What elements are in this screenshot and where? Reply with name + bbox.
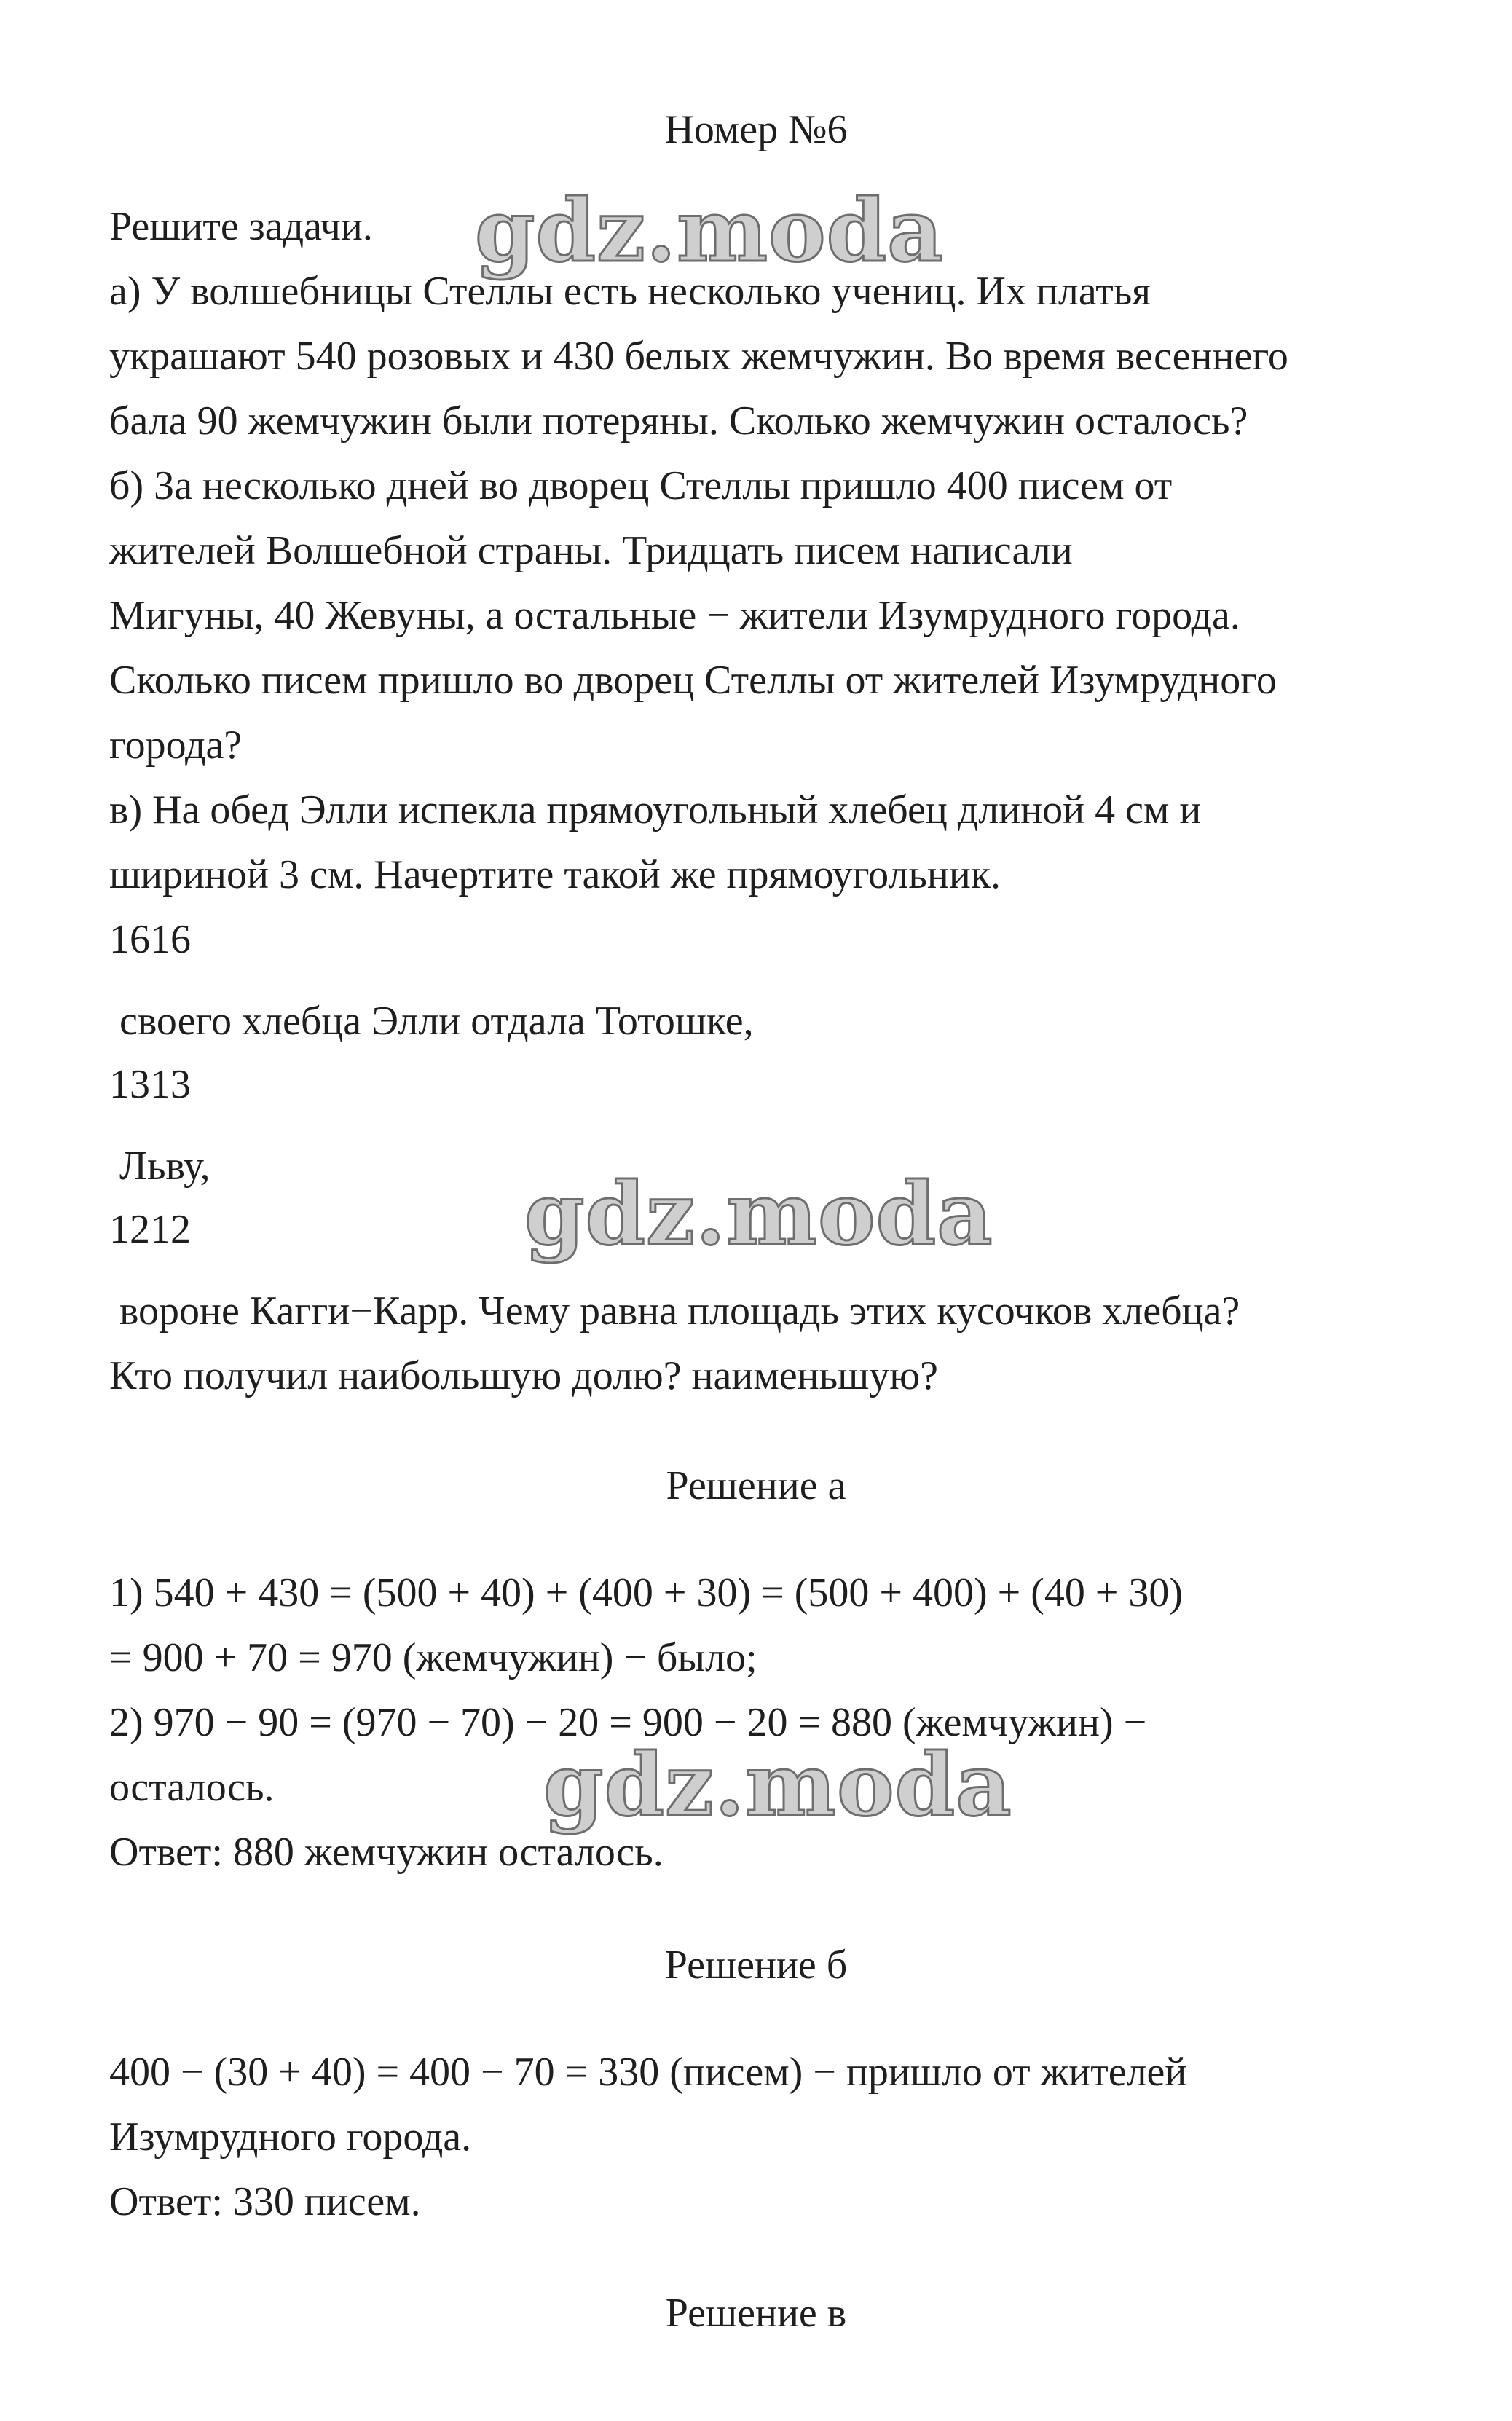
fraction-number: 1616 [109, 917, 191, 962]
page-title: Номер №6 [664, 107, 848, 152]
task-line: в) На обед Элли испекла прямоугольный хлебец длиной 4 см и [109, 787, 1202, 832]
solution-line: 400 − (30 + 40) = 400 − 70 = 330 (писем) − пришло от жителей [109, 2050, 1187, 2095]
fraction-number: 1313 [109, 1062, 191, 1107]
task-line: Мигуны, 40 Жевуны, а остальные − жители Изумрудного города. [109, 593, 1240, 638]
watermark-logo: gdz.moda [475, 180, 944, 281]
solution-a-heading: Решение а [666, 1463, 846, 1508]
solution-b-heading: Решение б [664, 1942, 848, 1988]
task-line: украшают 540 розовых и 430 белых жемчужин. Во время весеннего [109, 334, 1288, 379]
task-line: а) У волшебницы Стеллы есть несколько учениц. Их платья [109, 269, 1151, 314]
solution-line: осталось. [109, 1765, 275, 1810]
task-line: бала 90 жемчужин были потеряны. Сколько жемчужин осталось? [109, 398, 1248, 444]
answer-line: Ответ: 880 жемчужин осталось. [109, 1830, 664, 1875]
watermark-logo: gdz.moda [524, 1163, 993, 1264]
solution-line: Изумрудного города. [109, 2114, 472, 2160]
task-line: Льву, [119, 1143, 210, 1189]
task-intro: Решите задачи. [109, 204, 373, 249]
solution-line: = 900 + 70 = 970 (жемчужин) − было; [109, 1635, 757, 1680]
task-line: своего хлебца Элли отдала Тотошке, [119, 999, 754, 1044]
task-line: Сколько писем пришло во дворец Стеллы от жителей Изумрудного [109, 658, 1277, 703]
task-line: Кто получил наибольшую долю? наименьшую? [109, 1353, 938, 1398]
solution-v-heading: Решение в [665, 2291, 847, 2336]
solution-line: 2) 970 − 90 = (970 − 70) − 20 = 900 − 20 = 880 (жемчужин) − [109, 1700, 1147, 1745]
fraction-number: 1212 [109, 1207, 191, 1252]
task-line: вороне Кагги−Карр. Чему равна площадь этих кусочков хлебца? [119, 1288, 1240, 1334]
solution-line: 1) 540 + 430 = (500 + 40) + (400 + 30) = (500 + 400) + (40 + 30) [109, 1570, 1184, 1615]
watermark-logo: gdz.moda [543, 1734, 1012, 1835]
task-line: города? [109, 723, 243, 768]
task-line: шириной 3 см. Начертите такой же прямоугольник. [109, 852, 1001, 897]
task-line: б) За несколько дней во дворец Стеллы пришло 400 писем от [109, 463, 1173, 508]
task-line: жителей Волшебной страны. Тридцать писем написали [109, 528, 1073, 573]
answer-line: Ответ: 330 писем. [109, 2179, 421, 2224]
